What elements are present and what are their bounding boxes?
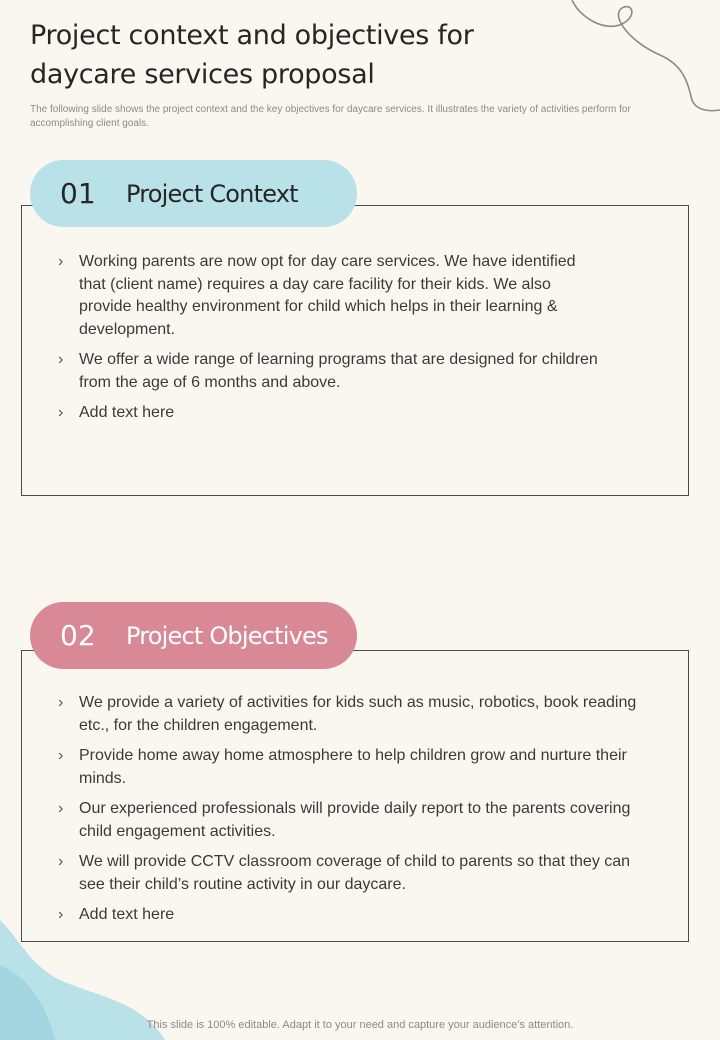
list-item-text: We provide a variety of activities for kids such as music, robotics, book reading etc., for the children engagement. [79, 694, 637, 734]
section-number: 01 [60, 177, 96, 210]
list-item-text: Add text here [79, 906, 175, 923]
list-item [58, 904, 658, 927]
list-item-text: Provide home away home atmosphere to help children grow and nurture their minds. [79, 747, 627, 787]
list-item-text: We will provide CCTV classroom coverage of child to parents so that they can see their child’s routine activity in our daycare. [79, 853, 631, 893]
section-number: 02 [60, 619, 96, 652]
list-item-text: Add text here [79, 404, 175, 421]
project-objectives-header [30, 602, 357, 669]
chevron-right-icon: › [58, 747, 64, 764]
list-item [58, 692, 658, 737]
chevron-right-icon: › [58, 404, 64, 421]
chevron-right-icon: › [58, 351, 64, 368]
list-item-text: Working parents are now opt for day care services. We have identified that (client name) requires a day care facility for their kids. We also provide healthy environment for child which helps in their learning & development. [79, 253, 576, 338]
list-item [58, 745, 658, 790]
list-item [58, 851, 658, 896]
chevron-right-icon: › [58, 800, 64, 817]
list-item-text: We offer a wide range of learning programs that are designed for children from the age of 6 months and above. [79, 351, 598, 391]
page-title [30, 16, 630, 94]
chevron-right-icon: › [58, 906, 64, 923]
project-objectives-list [58, 692, 658, 935]
chevron-right-icon: › [58, 253, 64, 270]
list-item-text: Our experienced professionals will provide daily report to the parents covering child engagement activities. [79, 800, 631, 840]
title-line-1: Project context and objectives for [30, 20, 474, 51]
chevron-right-icon: › [58, 694, 64, 711]
page-subtitle: The following slide shows the project context and the key objectives for daycare services. It illustrates the variety of activities perform for accomplishing client goals. [30, 104, 631, 129]
chevron-right-icon: › [58, 853, 64, 870]
list-item [58, 349, 598, 394]
section-title: Project Objectives [126, 621, 328, 650]
list-item [58, 402, 598, 425]
project-context-list [58, 251, 598, 433]
project-context-header [30, 160, 357, 227]
title-line-2: daycare services proposal [30, 59, 375, 90]
section-title: Project Context [126, 179, 298, 208]
list-item [58, 251, 598, 341]
footer-note: This slide is 100% editable. Adapt it to your need and capture your audience’s attention. [146, 1019, 574, 1031]
list-item [58, 798, 658, 843]
